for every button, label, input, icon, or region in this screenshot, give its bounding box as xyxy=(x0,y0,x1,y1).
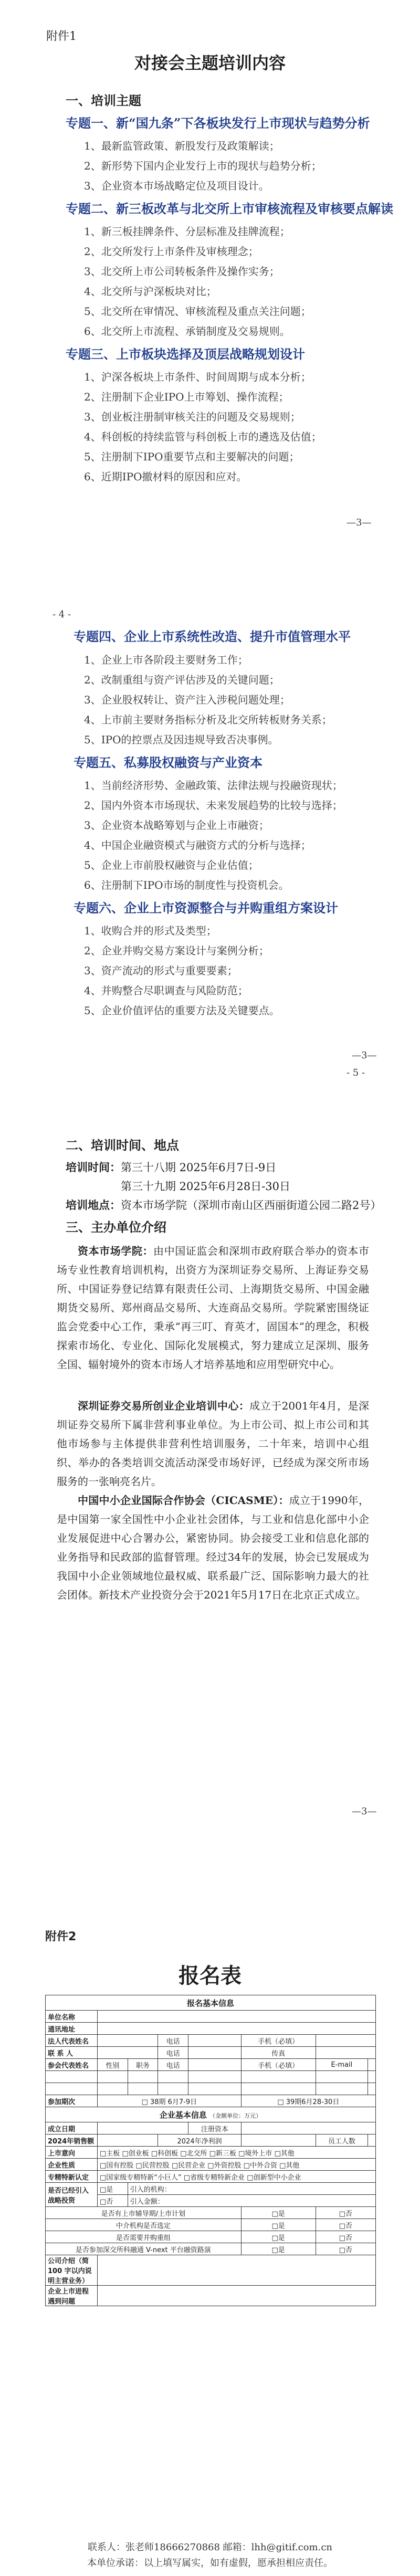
topic-heading: 专题六、企业上市资源整合与并购重组方案设计 xyxy=(74,900,338,916)
footer-contact: 联系人：张老师18666270868 邮箱：lhh@gitif.com.cn xyxy=(87,2542,333,2553)
org-text: 成立于1990年，是中国第一家全国性中小企业社会团体，与工业和信息化部中小企业发展促进中心合署办公，紧密协同。协会接受工业和信息化部的业务指导和民政部的监督管理。经过34年的发展，协会已发展成为我国中小企业领域地位最权威、联系最广泛、国际影响力最大的社会团体。新技术产业投资分会于2021年5月17日在北京正式成立。 xyxy=(57,1494,369,1601)
time-value-2: 第三十九期 2025年6月28日-30日 xyxy=(121,1180,291,1193)
list-item: 4、北交所与沪深板块对比； xyxy=(84,285,217,298)
list-item: 5、企业价值评估的重要方法及关键要点。 xyxy=(84,1004,280,1017)
address-label: 通讯地址 xyxy=(46,2023,98,2035)
reg-year-label: 成立日期 xyxy=(46,2122,98,2135)
list-item: 3、企业资本战略筹划与企业上市融资； xyxy=(84,819,269,832)
plan-q1-no[interactable]: □否 xyxy=(316,2207,375,2219)
nature-label: 企业性质 xyxy=(46,2159,98,2171)
list-item: 6、近期IPO撤材料的原因和应对。 xyxy=(84,470,247,483)
list-item: 1、收购合并的形式及类型； xyxy=(84,924,217,937)
topic-heading: 专题二、新三板改革与北交所上市审核流程及审核要点解读 xyxy=(66,201,393,216)
list-item: 2、企业并购交易方案设计与案例分析； xyxy=(84,944,269,957)
list-item: 2、改制重组与资产评估涉及的关键问题； xyxy=(84,674,280,686)
mobile-label: 手机（必填） xyxy=(241,2035,316,2047)
contact-label: 联 系 人 xyxy=(46,2047,98,2059)
address-field[interactable] xyxy=(98,2023,376,2035)
org-name: 深圳证券交易所创业企业培训中心： xyxy=(78,1400,250,1412)
special-options[interactable]: □国家级专精特新“小巨人” □省级专精特新企业 □创新型中小企业 xyxy=(98,2171,376,2183)
invest-no[interactable]: □否 xyxy=(98,2195,128,2207)
blank-label xyxy=(46,2071,98,2083)
blank-label xyxy=(46,2083,98,2095)
email-field[interactable] xyxy=(368,2059,376,2071)
listing-intent-options[interactable]: □主板 □创业板 □科创板 □北交所 □新三板 □境外上市 □其他 xyxy=(98,2147,376,2159)
list-item: 3、资产流动的形式与重要要素； xyxy=(84,964,238,977)
time-value-1: 第三十八期 2025年6月7日-9日 xyxy=(121,1161,277,1174)
attendee-cell[interactable] xyxy=(98,2071,128,2083)
attendee-cell[interactable] xyxy=(316,2083,368,2095)
unit-name-label: 单位名称 xyxy=(46,2011,98,2023)
page-number: —3— xyxy=(352,1806,377,1817)
list-item: 3、企业资本市场战略定位及项目设计。 xyxy=(84,180,269,192)
attendee-cell[interactable] xyxy=(128,2071,158,2083)
nature-options[interactable]: □国有控股 □民营控股 □民营企业 □外资控股 □中外合资 □其他 xyxy=(98,2159,376,2171)
section-heading: 二、培训时间、地点 xyxy=(66,1138,179,1153)
list-item: 1、最新监管政策、新股发行及政策解读； xyxy=(84,140,280,152)
reg-capital-label: 注册资本 xyxy=(188,2122,242,2135)
company-info-header xyxy=(46,2107,376,2122)
plan-q2-no[interactable]: □否 xyxy=(316,2219,375,2231)
invest-amount[interactable]: 引入金额： xyxy=(128,2195,375,2207)
phone-field[interactable] xyxy=(188,2035,242,2047)
page-2 xyxy=(0,606,420,1026)
plan-q4: 是否参加深交所科融通 V-next 平台融资路演 xyxy=(46,2243,242,2255)
basic-info-header: 报名基本信息 xyxy=(46,1995,376,2011)
list-item: 3、创业板注册制审核关注的问题及交易规则； xyxy=(84,411,301,423)
list-item: 4、中国企业融资模式与融资方式的分析与选择； xyxy=(84,839,311,851)
page-number: —3— xyxy=(352,1050,377,1061)
topic-heading: 专题三、上市板块选择及顶层战略规划设计 xyxy=(66,346,305,362)
org-paragraph xyxy=(57,1242,369,1374)
reg-capital-field[interactable] xyxy=(241,2122,375,2135)
list-item: 5、注册制下IPO重要节点和主要解决的问题； xyxy=(84,450,300,463)
fax-label: 传真 xyxy=(241,2047,316,2059)
list-item: 5、北交所在审情况、审核流程及重点关注问题； xyxy=(84,305,311,318)
plan-q3-yes[interactable]: □是 xyxy=(241,2231,316,2243)
attachment-label: 附件1 xyxy=(46,30,77,43)
topic-heading: 专题四、企业上市系统性改造、提升市值管理水平 xyxy=(74,629,351,644)
special-label: 专精特新认定 xyxy=(46,2171,98,2183)
plan-q1-yes[interactable]: □是 xyxy=(241,2207,316,2219)
org-paragraph xyxy=(57,1491,369,1604)
list-item: 3、北交所上市公司转板条件及操作实务； xyxy=(84,265,280,278)
intro-label: 公司介绍（简 100 字以内说明主营业务） xyxy=(46,2255,98,2286)
place-value: 资本市场学院（深圳市南山区西丽街道公园二路2号） xyxy=(121,1199,382,1212)
email-label: E-mail xyxy=(316,2059,368,2071)
list-item: 1、新三板挂牌条件、分层标准及挂牌流程； xyxy=(84,225,290,238)
invest-yes[interactable]: □是 xyxy=(98,2183,128,2195)
phone-label-3: 电话 xyxy=(158,2059,188,2071)
page-number: - 5 - xyxy=(346,1067,365,1078)
list-item: 2、新形势下国内企业发行上市的现状与趋势分析； xyxy=(84,160,322,172)
position-label: 职务 xyxy=(128,2059,158,2071)
gender-label: 性别 xyxy=(98,2059,128,2071)
mobile-label-2: 手机（必填） xyxy=(241,2059,316,2071)
plan-q1: 是否有上市辅导期/上市计划 xyxy=(46,2207,242,2219)
list-item: 4、并购整合尽职调查与风险防范； xyxy=(84,984,248,997)
list-item: 1、当前经济形势、金融政策、法律法规与投融资现状； xyxy=(84,779,343,792)
list-item: 1、沪深各板块上市条件、时间周期与成本分析； xyxy=(84,371,311,383)
topic-heading: 专题一、新“国九条”下各板块发行上市现状与趋势分析 xyxy=(66,115,370,131)
phone-field-2[interactable] xyxy=(188,2047,242,2059)
employees-label: 员工人数 xyxy=(316,2135,368,2147)
page-1 xyxy=(0,0,420,567)
phone-label: 电话 xyxy=(158,2035,188,2047)
list-item: 4、科创板的持续监管与科创板上市的遴选及估值； xyxy=(84,430,322,443)
employees-field[interactable] xyxy=(368,2135,376,2147)
mobile-field[interactable] xyxy=(316,2035,375,2047)
plan-q2: 中介机构是否选定 xyxy=(46,2219,242,2231)
list-item: 4、上市前主要财务指标分析及北交所转板财务关系； xyxy=(84,713,332,726)
company-header-text: 企业基本信息 xyxy=(159,2110,207,2120)
sales-field[interactable] xyxy=(98,2135,158,2147)
attendee-cell[interactable] xyxy=(241,2071,316,2083)
page-title: 对接会主题培训内容 xyxy=(134,53,286,73)
plan-q2-yes[interactable]: □是 xyxy=(241,2219,316,2231)
plan-q4-no[interactable]: □否 xyxy=(316,2243,375,2255)
list-item: 6、北交所上市流程、承销制度及交易规则。 xyxy=(84,325,290,338)
attendee-cell[interactable] xyxy=(188,2083,242,2095)
org-text: 由中国证监会和深圳市政府联合举办的资本市场专业性教育培训机构，出资方为深圳证券交易所、上海证券交易所、中国证券登记结算有限责任公司、上海期货交易所、中国金融期货交易所、郑州商品交易所、大连商品交易所。学院紧密围绕证监会党委中心工作，秉承“再三叮、育英才，固国本”的理念，积极探索市场化、专业化、国际化发展模式，努力建成立足深圳、服务全国、辐射境外的资本市场人才培养基地和应用型研究中心。 xyxy=(57,1245,370,1371)
profit-label: 2024年净利润 xyxy=(158,2135,241,2147)
sales-label: 2024年销售额 xyxy=(46,2135,98,2147)
phone-label-2: 电话 xyxy=(158,2047,188,2059)
topic-heading: 专题五、私募股权融资与产业资本 xyxy=(74,755,262,770)
sessions-label: 参加期次 xyxy=(46,2095,98,2107)
profit-field[interactable] xyxy=(241,2135,316,2147)
contact-field[interactable] xyxy=(98,2047,158,2059)
list-item: 6、注册制下IPO市场的制度性与投资机会。 xyxy=(84,879,289,891)
attendee-label: 参会代表姓名 xyxy=(46,2059,98,2071)
training-time-line xyxy=(66,1159,276,1175)
session-39-checkbox[interactable]: □ 39期6月28-30日 xyxy=(241,2095,375,2107)
footer-note: 本单位承诺：以上填写属实，如有虚假，愿承担相应责任。 xyxy=(87,2558,333,2569)
training-place-line xyxy=(66,1197,381,1213)
training-time-line-2 xyxy=(121,1178,290,1194)
list-item: 2、注册制下企业IPO上市筹划、操作流程； xyxy=(84,391,289,403)
attendee-cell[interactable] xyxy=(158,2071,188,2083)
attendee-phone-field[interactable] xyxy=(188,2059,242,2071)
reg-year-field[interactable] xyxy=(98,2122,188,2135)
issues-label: 企业上市进程遇到问题 xyxy=(46,2286,98,2306)
place-label: 培训地点： xyxy=(66,1198,121,1212)
plan-q4-yes[interactable]: □是 xyxy=(241,2243,316,2255)
session-38-checkbox[interactable]: □ 38期 6月7-9日 xyxy=(98,2095,242,2107)
list-item: 5、企业上市前股权融资与企业估值； xyxy=(84,859,259,871)
list-item: 5、IPO的控票点及因违规导致否决事例。 xyxy=(84,733,279,746)
listing-intent-label: 上市意向 xyxy=(46,2147,98,2159)
list-item: 2、北交所发行上市条件及审核理念； xyxy=(84,245,259,258)
org-text: 成立于2001年4月，是深圳证券交易所下属非营利事业单位。为上市公司、拟上市公司和其他市场参与主体提供非营利性培训服务，二十年来，培训中心组织、举办的各类培训交流活动深受市场好评，已经成为深交所市场服务的一张响亮名片。 xyxy=(57,1400,369,1488)
org-paragraph xyxy=(57,1396,369,1491)
list-item: 1、企业上市各阶段主要财务工作； xyxy=(84,654,248,666)
attendee-cell[interactable] xyxy=(368,2071,376,2083)
legal-rep-field[interactable] xyxy=(98,2035,158,2047)
list-item: 3、企业股权转让、资产注入涉税问题处理； xyxy=(84,693,290,706)
page-number: —3— xyxy=(346,517,372,528)
attendee-cell[interactable] xyxy=(241,2083,316,2095)
attachment-label: 附件2 xyxy=(45,1930,77,1943)
attendee-cell[interactable] xyxy=(158,2083,188,2095)
attendee-cell[interactable] xyxy=(98,2083,128,2095)
unit-name-field[interactable] xyxy=(98,2011,376,2023)
org-name: 中国中小企业国际合作协会（CICASME）： xyxy=(78,1494,289,1507)
section-heading: 三、主办单位介绍 xyxy=(66,1219,166,1235)
time-label: 培训时间： xyxy=(66,1161,121,1174)
list-item: 2、国内外资本市场现状、未来发展趋势的比较与选择； xyxy=(84,799,343,812)
org-name: 资本市场学院： xyxy=(78,1245,154,1257)
page-3 xyxy=(0,1123,420,1648)
legal-rep-label: 法人代表姓名 xyxy=(46,2035,98,2047)
registration-form xyxy=(45,1995,376,2306)
invest-label: 是否已经引入战略投资 xyxy=(46,2183,98,2207)
form-title: 报名表 xyxy=(178,1963,242,1988)
attendee-cell[interactable] xyxy=(368,2083,376,2095)
intro-field[interactable] xyxy=(98,2255,376,2286)
attendee-cell[interactable] xyxy=(316,2071,368,2083)
attendee-cell[interactable] xyxy=(128,2083,158,2095)
plan-q3-no[interactable]: □否 xyxy=(316,2231,375,2243)
section-heading: 一、培训主题 xyxy=(66,93,141,108)
invest-who[interactable]: 引入的机构： xyxy=(128,2183,375,2195)
company-header-sub: （金额单位：万元） xyxy=(209,2112,262,2119)
page-number: - 4 - xyxy=(52,609,71,620)
fax-field[interactable] xyxy=(316,2047,375,2059)
issues-field[interactable] xyxy=(98,2286,376,2306)
attendee-cell[interactable] xyxy=(188,2071,242,2083)
plan-q3: 是否需要并购重组 xyxy=(46,2231,242,2243)
